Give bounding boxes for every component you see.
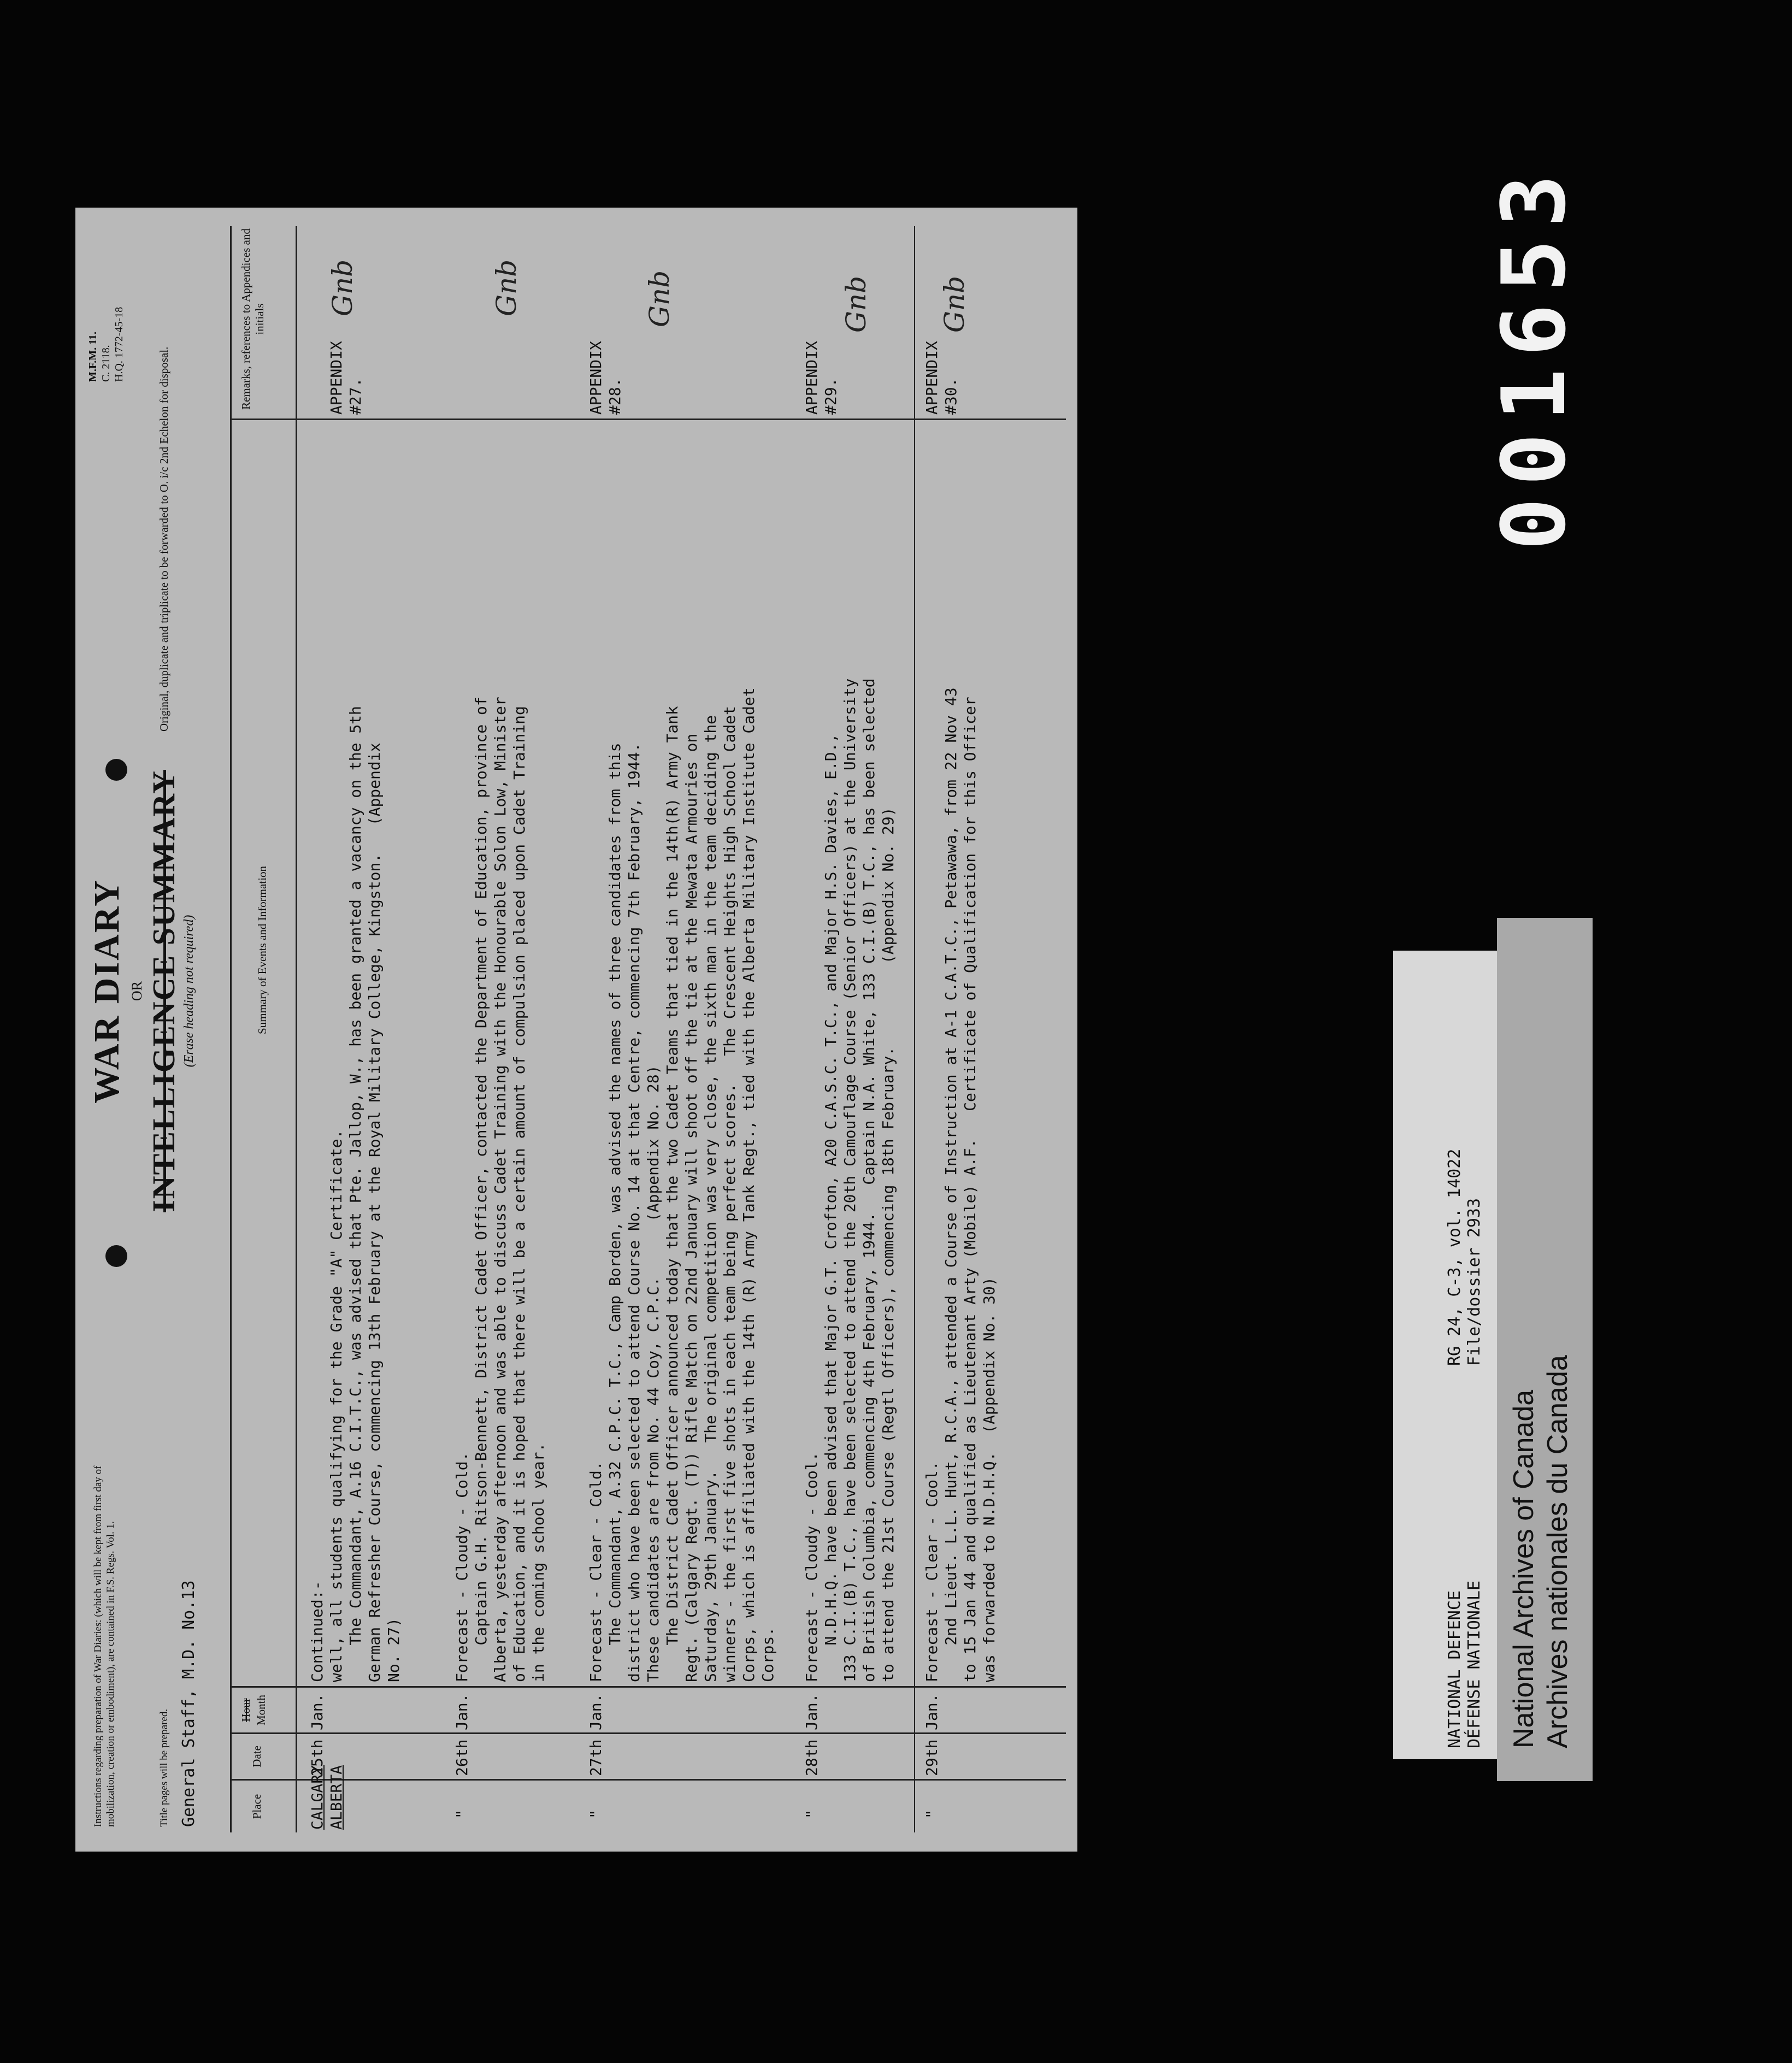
table-divider	[230, 1732, 1066, 1734]
header-place: Place	[250, 1794, 263, 1819]
form-code: C. 2118.	[100, 345, 112, 382]
place-cell: "	[453, 1809, 471, 1819]
page-title: WAR DIARY	[87, 879, 127, 1104]
archive-label	[1393, 951, 1497, 1759]
title-or: OR	[129, 981, 145, 1001]
remarks-cell: APPENDIX #29.	[803, 341, 840, 415]
forwarding-note: Original, duplicate and triplicate to be forwarded to O. i/c 2nd Echelon for disposal.	[157, 346, 170, 732]
dept-line-en: NATIONAL DEFENCE	[1445, 1590, 1464, 1748]
date-cell: 26th	[453, 1739, 471, 1776]
header-month: Month	[255, 1695, 268, 1726]
archive-band-content	[1497, 918, 1593, 1781]
summary-cell: Continued:- well, all students qualifying for the Grade "A" Certificate. The Commandant, A.16 C.I.T.C., was advised that Pte. Jallop, W., has been granted a vacancy on the 5th German Refresher Course, commencing 13th February at the Royal Military College, Kingston. (Appendix No. 27)	[308, 706, 403, 1682]
remarks-cell: APPENDIX #28.	[587, 341, 624, 415]
header-date: Date	[250, 1746, 263, 1767]
initials-signature: Gnb	[840, 275, 872, 333]
summary-cell: Forecast - Clear - Cold. The Commandant, A.32 C.P.C. T.C., Camp Borden, was advised the names of three candidates from this district who have been selected to attend Course No. 14 at that Centre, commencing 7th February, 1944. These candidates are from No. 44 Coy, C.P.C. (Appendix No. 28) The District Cadet Officer announced today that the two Cadet Teams that tied in the 14th(R) Army Tank Regt. (Calgary Regt. (T)) Rifle Match on 22nd January will shoot off the tie at the Mewata Armouries on Saturday, 29th January. The original competition was very close, the sixth man in the team deciding the winners - the first five shots in each team being perfect scores. The Crescent Heights High School Cadet Corps, which is affiliated with the 14th (R) Army Tank Regt., tied with the Alberta Military Institute Cadet Corps.	[587, 687, 777, 1682]
form-hq-ref: H.Q. 1772-45-18	[113, 306, 125, 382]
initials-signature: Gnb	[644, 270, 675, 327]
month-cell: Jan.	[587, 1693, 605, 1730]
header-remarks: Remarks, references to Appendices and initials	[239, 228, 266, 410]
dept-line-fr: DÉFENSE NATIONALE	[1465, 1580, 1484, 1748]
form-reference	[86, 218, 126, 382]
reel-number: 001653	[1483, 162, 1585, 551]
summary-cell: Forecast - Cloudy - Cool. N.D.H.Q. have been advised that Major G.T. Crofton, A20 C.A.S.C. T.C., and Major H.S. Davies, E.D., 133 C.I.(B) T.C., have been selected to attend the 20th Camouflage Course (Senior Officers) at the University of British Columbia, commencing 4th February, 1944. Captain N.A. White, 133 C.I.(B) T.C., has been selected to attend the 21st Course (Regtl Officers), commencing 18th February. (Appendix No. 29)	[803, 678, 897, 1682]
archive-band	[1497, 918, 1593, 1781]
remarks-cell: APPENDIX #27.	[327, 341, 364, 415]
archive-file: File/dossier 2933	[1465, 1198, 1484, 1366]
month-cell: Jan.	[453, 1693, 471, 1730]
war-diary-page	[75, 208, 1077, 1852]
unit-name: General Staff, M.D. No.13	[179, 1580, 198, 1827]
table-divider	[230, 419, 1066, 420]
war-diary-page-content	[75, 208, 1077, 1852]
initials-signature: Gnb	[491, 259, 522, 316]
month-cell: Jan.	[308, 1693, 326, 1730]
date-cell: 27th	[587, 1739, 605, 1776]
reel-number-stamp	[1483, 82, 1584, 631]
summary-cell: Forecast - Cloudy - Cold. Captain G.H. Ritson-Bennett, District Cadet Officer, contacted the Department of Education, province of Alberta, yesterday afternoon and was able to discuss Cadet Training with the Honourable Solon Low, Minister of Education, and it is hoped that there will be a certain amount of compulsion placed upon Cadet Training in the coming school year.	[453, 697, 547, 1682]
header-summary: Summary of Events and Information	[256, 866, 269, 1034]
table-divider	[230, 1779, 1066, 1781]
summary-cell: Forecast - Clear - Cool. 2nd Lieut. L.L. Hunt, R.C.A., attended a Course of Instruction at A-1 C.A.T.C., Petawawa, from 22 Nov 43 to 15 Jan 44 and qualified as Lieutenant Arty (Mobile) A.F. Certificate of Qualification for this Officer was forwarded to N.D.H.Q. (Appendix No. 30)	[923, 687, 998, 1682]
title-note: (Erase heading not required)	[182, 915, 196, 1068]
header-hour-struck: Hour	[239, 1698, 252, 1722]
initials-signature: Gnb	[939, 275, 970, 333]
initials-signature: Gnb	[327, 259, 358, 316]
title-block	[86, 677, 197, 1305]
struck-title: INTELLIGENCE SUMMARY	[146, 770, 181, 1212]
place-cell: "	[587, 1809, 605, 1819]
date-cell: 29th	[923, 1739, 941, 1776]
place-cell: "	[803, 1809, 821, 1819]
title-pages-note: Title pages will be prepared.	[158, 1708, 170, 1827]
month-cell: Jan.	[923, 1693, 941, 1730]
archives-name-en: National Archives of Canada	[1508, 1389, 1540, 1748]
table-top-rule	[230, 226, 232, 1832]
place-cell: "	[923, 1809, 941, 1819]
archive-label-content	[1393, 951, 1497, 1759]
archives-name-fr: Archives nationales du Canada	[1542, 1355, 1573, 1748]
table-divider	[230, 1686, 1066, 1688]
month-cell: Jan.	[803, 1693, 821, 1730]
place-cell: CALGARY ALBERTA	[308, 1765, 345, 1830]
remarks-cell: APPENDIX #30.	[923, 341, 960, 415]
date-cell: 25th	[308, 1739, 326, 1776]
form-number: M.F.M. 11.	[87, 331, 99, 382]
archive-reference: RG 24, C-3, vol. 14022	[1445, 1148, 1464, 1366]
row-rule	[914, 226, 915, 1832]
instructions-note: Instructions regarding preparation of War Diaries: (which will be kept from first day of mobilization, creation or embodiment), are contained in F.S. Regs. Vol. 1.	[92, 1465, 116, 1827]
table-header-rule	[296, 226, 297, 1832]
date-cell: 28th	[803, 1739, 821, 1776]
